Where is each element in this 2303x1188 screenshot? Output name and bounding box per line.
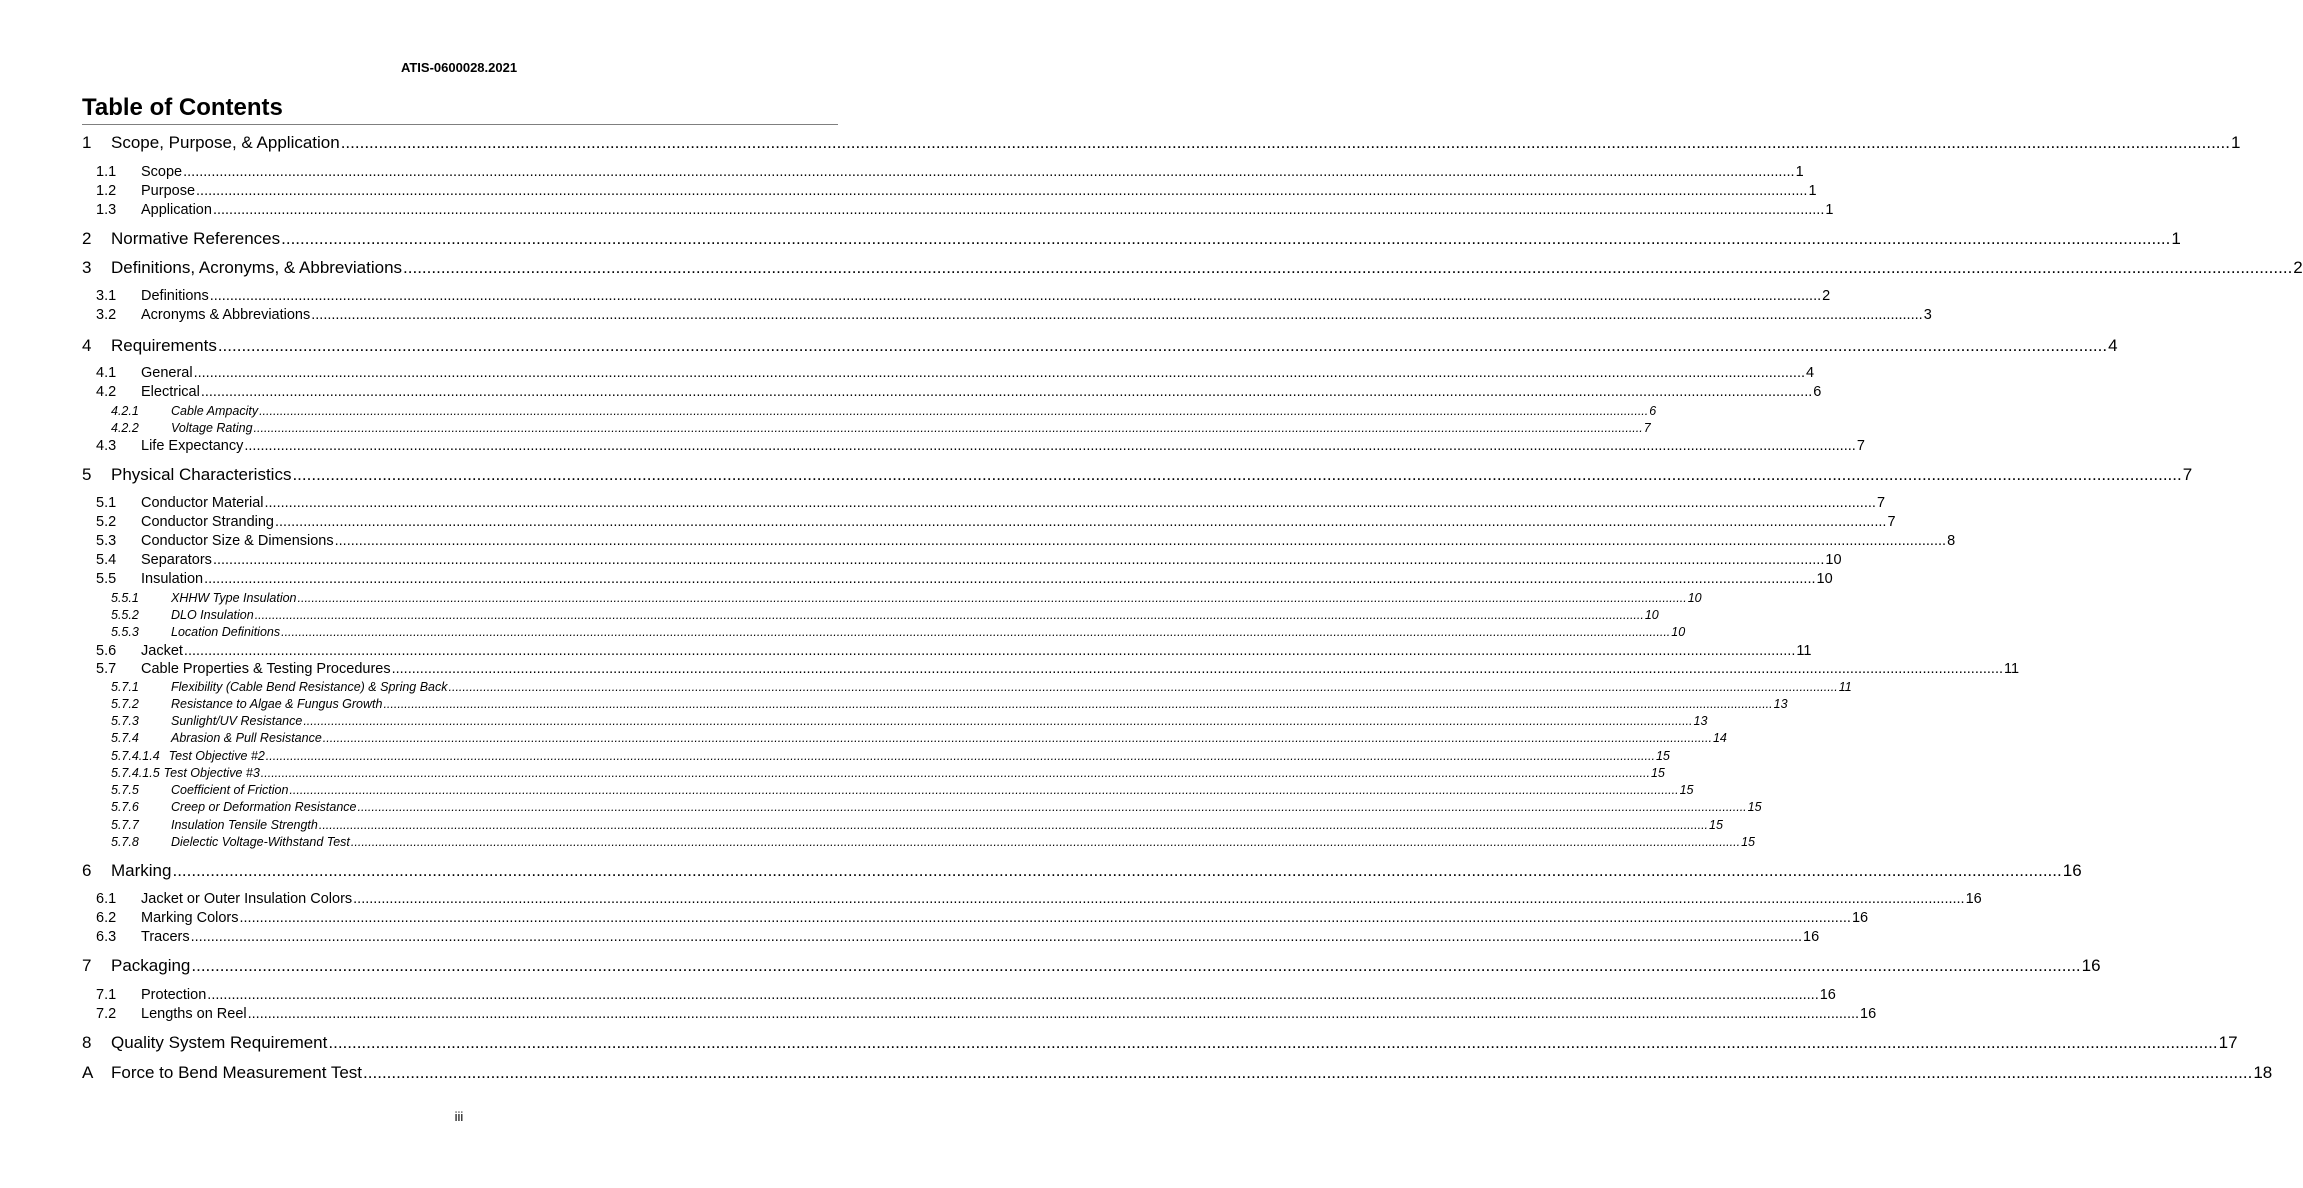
toc-entry [96,533,1956,549]
toc-entry [96,552,1842,568]
toc-entry-page: 16 [1851,910,1869,926]
page-number: iii [454,1109,464,1124]
toc-entry-title: Conductor Size & Dimensions [141,533,334,549]
toc-entry [96,495,1886,511]
dot-leader: ................................................................................................................................................................................................................................................................................................................................................................................................................ [334,533,1947,549]
dot-leader: ................................................................................................................................................................................................................................................................................................................................................................................................................ [200,384,1813,400]
toc-entry-page: 11 [2004,661,2020,677]
toc-entry-number: 8 [82,1033,92,1052]
toc-entry [96,1006,1877,1022]
toc-entry-title: DLO Insulation [171,608,254,622]
toc-entry-page: 16 [2062,861,2082,880]
toc-entry-page: 4 [1806,365,1815,381]
toc-entry-page: 17 [2218,1033,2238,1052]
toc-entry-title: Definitions, Acronyms, & Abbreviations [111,258,403,277]
toc-entry-number: 3 [82,258,92,277]
toc-entry-title: Tracers [141,929,190,945]
dot-leader: ................................................................................................................................................................................................................................................................................................................................................................................................................ [172,861,2062,880]
toc-entry-title: Life Expectancy [141,438,244,454]
dot-leader: ................................................................................................................................................................................................................................................................................................................................................................................................................ [190,929,1803,945]
toc-entry [111,766,1665,780]
dot-leader: ................................................................................................................................................................................................................................................................................................................................................................................................................ [212,202,1825,218]
toc-entry-page: 1 [1825,202,1834,218]
toc-entry-number: 5.7.5 [111,783,139,797]
toc-entry-title: Lengths on Reel [141,1006,247,1022]
toc-entry-number: 3.2 [96,307,117,323]
toc-entry-title: Protection [141,987,207,1003]
toc-entry-number: 7.1 [96,987,117,1003]
toc-entry-number: 5.5.3 [111,625,139,639]
toc-entry-number: 4.2.2 [111,421,139,435]
toc-entry-page: 10 [1816,571,1833,587]
toc-entry-title: Separators [141,552,212,568]
toc-entry-number: 6.3 [96,929,117,945]
toc-entry-title: Scope, Purpose, & Application [111,133,340,152]
toc-entry-number: 4.3 [96,438,117,454]
toc-entry-page: 16 [1803,929,1820,945]
toc-entry [111,731,1727,745]
toc-entry [82,465,2193,485]
toc-entry [96,164,1804,180]
dot-leader: ................................................................................................................................................................................................................................................................................................................................................................................................................ [259,404,1649,418]
toc-entry-number: 1.1 [96,164,117,180]
toc-entry-page: 1 [1795,164,1804,180]
toc-entry-title: Dielectic Voltage-Withstand Test [171,835,350,849]
toc-entry-title: Jacket [141,643,183,659]
toc-entry-page: 4 [2108,336,2118,355]
dot-leader: ................................................................................................................................................................................................................................................................................................................................................................................................................ [217,336,2108,355]
toc-entry-page: 1 [2171,229,2181,248]
dot-leader: ................................................................................................................................................................................................................................................................................................................................................................................................................ [297,591,1687,605]
toc-entry-page: 11 [1796,643,1812,659]
toc-entry-page: 15 [1709,818,1723,832]
dot-leader: ................................................................................................................................................................................................................................................................................................................................................................................................................ [353,891,1965,907]
dot-leader: ................................................................................................................................................................................................................................................................................................................................................................................................................ [254,608,1644,622]
toc-entry-number: 4.2 [96,384,117,400]
dot-leader: ................................................................................................................................................................................................................................................................................................................................................................................................................ [340,133,2230,152]
toc-entry [82,956,2101,976]
toc-entry-number: 5.3 [96,533,117,549]
toc-entry-title: Conductor Stranding [141,514,274,530]
toc-entry-title: Purpose [141,183,196,199]
dot-leader: ................................................................................................................................................................................................................................................................................................................................................................................................................ [204,571,1816,587]
toc-entry-number: 5.5.1 [111,591,139,605]
toc-entry-page: 16 [1819,987,1836,1003]
toc-entry-title: Requirements [111,336,217,355]
dot-leader: ................................................................................................................................................................................................................................................................................................................................................................................................................ [383,697,1773,711]
dot-leader: ................................................................................................................................................................................................................................................................................................................................................................................................................ [193,365,1806,381]
toc-entry [111,421,1651,435]
dot-leader: ................................................................................................................................................................................................................................................................................................................................................................................................................ [244,438,1856,454]
toc-entry-page: 7 [1643,421,1651,435]
dot-leader: ................................................................................................................................................................................................................................................................................................................................................................................................................ [303,714,1693,728]
toc-entry-title: Force to Bend Measurement Test [111,1063,363,1082]
dot-leader: ................................................................................................................................................................................................................................................................................................................................................................................................................ [289,783,1679,797]
toc-entry-title: Location Definitions [171,625,281,639]
toc-entry-title: Application [141,202,212,218]
toc-entry-page: 8 [1947,533,1956,549]
toc-entry-number: 5.7.4.1.5 [111,766,160,780]
toc-entry-page: 10 [1671,625,1686,639]
toc-entry-page: 6 [1649,404,1657,418]
toc-entry-number: 5.7.8 [111,835,139,849]
toc-entry [82,133,2241,153]
toc-entry-number: 5 [82,465,92,484]
toc-entry [111,404,1657,418]
toc-entry-number: 6.1 [96,891,117,907]
dot-leader: ................................................................................................................................................................................................................................................................................................................................................................................................................ [311,307,1923,323]
toc-entry-number: 5.7.3 [111,714,139,728]
toc-entry-page: 16 [1965,891,1982,907]
toc-entry-number: 1.2 [96,183,117,199]
toc-entry-title: Cable Ampacity [171,404,259,418]
toc-entry-number: 5.7.2 [111,697,139,711]
toc-entry-title: Conductor Material [141,495,264,511]
toc-entry-title: Quality System Requirement [111,1033,328,1052]
toc-entry [96,307,1932,323]
toc-entry [82,1063,2273,1083]
dot-leader: ................................................................................................................................................................................................................................................................................................................................................................................................................ [209,288,1822,304]
toc-entry-number: 1 [82,133,92,152]
toc-entry-page: 7 [2182,465,2193,484]
toc-entry-page: 6 [1813,384,1822,400]
dot-leader: ................................................................................................................................................................................................................................................................................................................................................................................................................ [281,229,2171,248]
toc-entry-title: Resistance to Algae & Fungus Growth [171,697,383,711]
toc-heading: Table of Contents [82,94,283,121]
toc-entry [111,608,1659,622]
toc-entry [111,800,1762,814]
toc-entry-page: 1 [1808,183,1817,199]
toc-entry [96,929,1820,945]
toc-entry-page: 10 [1687,591,1702,605]
toc-entry [96,514,1896,530]
toc-entry-title: Creep or Deformation Resistance [171,800,357,814]
toc-entry [96,438,1865,454]
dot-leader: ................................................................................................................................................................................................................................................................................................................................................................................................................ [448,680,1838,694]
toc-entry-number: 5.2 [96,514,117,530]
dot-leader: ................................................................................................................................................................................................................................................................................................................................................................................................................ [183,643,1796,659]
toc-entry-title: Flexibility (Cable Bend Resistance) & Spring Back [171,680,448,694]
toc-entry [82,258,2303,278]
dot-leader: ................................................................................................................................................................................................................................................................................................................................................................................................................ [275,514,1887,530]
toc-entry-page: 18 [2253,1063,2273,1082]
toc-entry [111,714,1708,728]
toc-entry-title: Cable Properties & Testing Procedures [141,661,391,677]
toc-entry-title: Acronyms & Abbreviations [141,307,311,323]
toc-entry [111,835,1755,849]
toc-entry-page: 10 [1644,608,1659,622]
toc-entry-page: 15 [1650,766,1665,780]
toc-entry-page: 13 [1773,697,1788,711]
toc-entry-title: Normative References [111,229,281,248]
toc-entry-number: 5.7.4.1.4 [111,749,160,763]
toc-entry [96,202,1834,218]
dot-leader: ................................................................................................................................................................................................................................................................................................................................................................................................................ [292,465,2182,484]
toc-entry [96,891,1982,907]
toc-entry-page: 14 [1712,731,1727,745]
toc-entry-number: A [82,1063,94,1082]
toc-entry-page: 7 [1876,495,1886,511]
toc-entry [111,783,1694,797]
toc-entry-title: Test Objective #2 [168,749,265,763]
toc-entry [82,336,2118,356]
toc-entry [111,818,1723,832]
toc-entry-title: Sunlight/UV Resistance [171,714,303,728]
toc-entry-number: 5.7.1 [111,680,139,694]
toc-entry-number: 3.1 [96,288,117,304]
toc-entry-number: 6 [82,861,92,880]
dot-leader: ................................................................................................................................................................................................................................................................................................................................................................................................................ [265,749,1655,763]
toc-entry-page: 11 [1838,680,1852,694]
toc-entry-number: 6.2 [96,910,117,926]
toc-entry [111,697,1788,711]
toc-entry-page: 16 [2081,956,2101,975]
toc-entry-page: 10 [1825,552,1842,568]
dot-leader: ................................................................................................................................................................................................................................................................................................................................................................................................................ [253,421,1643,435]
dot-leader: ................................................................................................................................................................................................................................................................................................................................................................................................................ [318,818,1709,832]
toc-entry-number: 4 [82,336,92,355]
toc-entry-number: 7.2 [96,1006,117,1022]
toc-entry-title: Definitions [141,288,209,304]
dot-leader: ................................................................................................................................................................................................................................................................................................................................................................................................................ [239,910,1851,926]
toc-entry-title: Physical Characteristics [111,465,292,484]
toc-entry [96,661,2020,677]
toc-entry-number: 4.1 [96,365,117,381]
toc-entry [96,183,1817,199]
toc-entry-page: 16 [1860,1006,1877,1022]
heading-rule [82,124,838,125]
toc-entry [96,288,1831,304]
toc-entry [96,365,1815,381]
toc-entry-number: 5.1 [96,495,117,511]
toc-entry-number: 7 [82,956,92,975]
toc-entry [96,910,1869,926]
dot-leader: ................................................................................................................................................................................................................................................................................................................................................................................................................ [281,625,1671,639]
dot-leader: ................................................................................................................................................................................................................................................................................................................................................................................................................ [350,835,1741,849]
dot-leader: ................................................................................................................................................................................................................................................................................................................................................................................................................ [357,800,1747,814]
toc-entry-title: General [141,365,193,381]
dot-leader: ................................................................................................................................................................................................................................................................................................................................................................................................................ [183,164,1795,180]
toc-entry-number: 5.4 [96,552,117,568]
toc-entry-page: 2 [1822,288,1831,304]
dot-leader: ................................................................................................................................................................................................................................................................................................................................................................................................................ [247,1006,1860,1022]
toc-entry [111,591,1702,605]
toc-entry [82,229,2181,249]
toc-entry-title: Marking [111,861,172,880]
toc-entry-page: 1 [2230,133,2241,152]
toc-entry-title: Test Objective #3 [163,766,260,780]
dot-leader: ................................................................................................................................................................................................................................................................................................................................................................................................................ [264,495,1876,511]
toc-entry-number: 5.7 [96,661,117,677]
dot-leader: ................................................................................................................................................................................................................................................................................................................................................................................................................ [322,731,1712,745]
dot-leader: ................................................................................................................................................................................................................................................................................................................................................................................................................ [212,552,1825,568]
toc-entry-title: Electrical [141,384,200,400]
toc-entry [111,625,1686,639]
toc-entry [96,571,1833,587]
toc-entry-number: 1.3 [96,202,117,218]
toc-entry-page: 15 [1655,749,1670,763]
dot-leader: ................................................................................................................................................................................................................................................................................................................................................................................................................ [196,183,1808,199]
toc-entry-page: 15 [1747,800,1762,814]
toc-entry-number: 5.7.6 [111,800,139,814]
toc-entry-number: 5.6 [96,643,117,659]
toc-entry-number: 2 [82,229,92,248]
toc-entry-number: 4.2.1 [111,404,139,418]
toc-entry-page: 2 [2293,258,2303,277]
toc-entry-number: 5.5 [96,571,117,587]
toc-entry-title: Voltage Rating [171,421,253,435]
toc-entry-title: Marking Colors [141,910,239,926]
toc-entry-title: Insulation Tensile Strength [171,818,318,832]
toc-entry [96,987,1836,1003]
dot-leader: ................................................................................................................................................................................................................................................................................................................................................................................................................ [328,1033,2218,1052]
dot-leader: ................................................................................................................................................................................................................................................................................................................................................................................................................ [260,766,1650,780]
toc-entry-number: 5.7.4 [111,731,139,745]
dot-leader: ................................................................................................................................................................................................................................................................................................................................................................................................................ [391,661,2004,677]
dot-leader: ................................................................................................................................................................................................................................................................................................................................................................................................................ [191,956,2081,975]
toc-entry-title: Coefficient of Friction [171,783,289,797]
toc-entry [96,643,1812,659]
toc-entry-title: Abrasion & Pull Resistance [171,731,322,745]
toc-entry [96,384,1822,400]
dot-leader: ................................................................................................................................................................................................................................................................................................................................................................................................................ [207,987,1819,1003]
toc-entry-page: 7 [1856,438,1865,454]
dot-leader: ................................................................................................................................................................................................................................................................................................................................................................................................................ [363,1063,2253,1082]
document-id: ATIS-0600028.2021 [400,60,518,75]
toc-entry-page: 13 [1693,714,1708,728]
dot-leader: ................................................................................................................................................................................................................................................................................................................................................................................................................ [403,258,2293,277]
toc-entry-page: 3 [1923,307,1932,323]
toc-entry [82,861,2082,881]
toc-entry-page: 7 [1887,514,1896,530]
toc-entry-page: 15 [1741,835,1755,849]
toc-entry [82,1033,2238,1053]
toc-entry-number: 5.5.2 [111,608,139,622]
toc-entry [111,680,1852,694]
toc-entry-title: Scope [141,164,183,180]
toc-entry-number: 5.7.7 [111,818,139,832]
toc-entry-title: Insulation [141,571,204,587]
toc-entry-title: XHHW Type Insulation [171,591,297,605]
toc-entry-title: Jacket or Outer Insulation Colors [141,891,353,907]
toc-entry-title: Packaging [111,956,191,975]
toc-entry [111,749,1670,763]
toc-entry-page: 15 [1679,783,1694,797]
